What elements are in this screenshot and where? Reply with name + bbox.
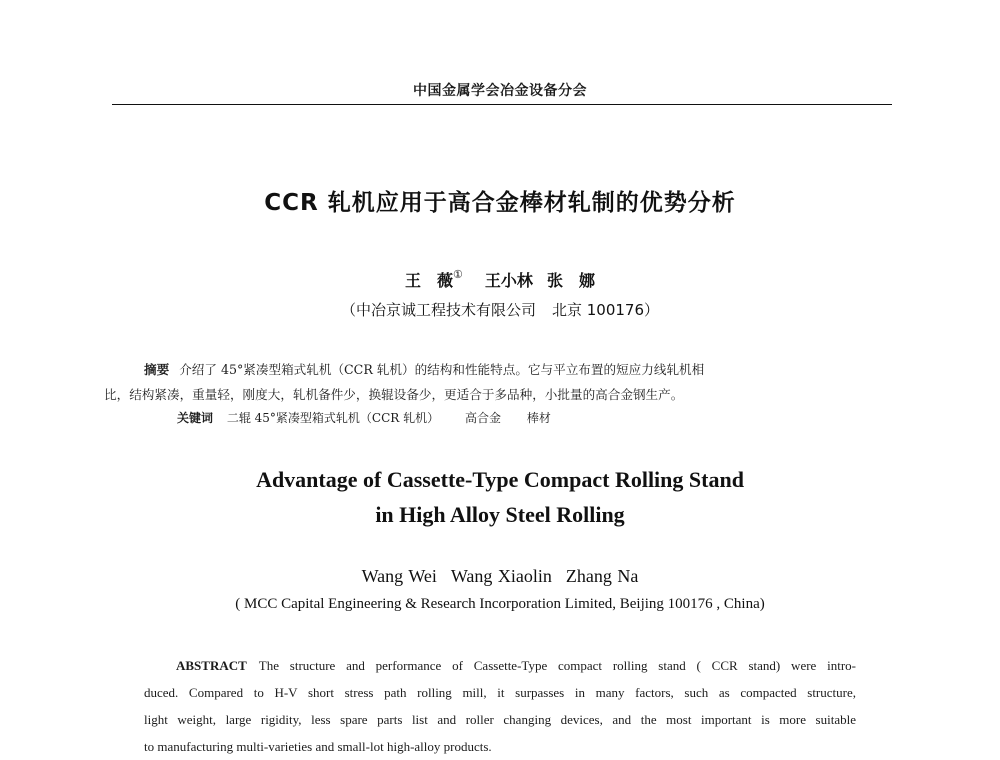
keywords-label-chinese: 关键词: [177, 411, 214, 425]
authors-chinese: [0, 268, 1000, 291]
keywords-chinese: [177, 409, 857, 426]
abstract-label-english: ABSTRACT: [176, 658, 247, 673]
running-header: 中国金属学会冶金设备分会: [413, 83, 587, 99]
author-2-name-english: Wang Xiaolin: [450, 566, 552, 586]
keyword-item: 高合金: [464, 411, 501, 425]
abstract-english-line-4: to manufacturing multi-varieties and small-lot high-alloy products.: [144, 739, 492, 754]
affiliation-english: ( MCC Capital Engineering & Research Incorporation Limited, Beijing 100176 , China): [235, 596, 765, 612]
abstract-chinese-line-1: 介绍了 45°紧凑型箱式轧机（CCR 轧机）的结构和性能特点。它与平立布置的短应力线轧机相: [179, 362, 705, 377]
abstract-english-line-1-text: The structure and performance of Cassette-Type compact rolling stand ( CCR stand) were intro-: [258, 658, 856, 673]
author-1-name-english: Wang Wei: [361, 566, 437, 586]
author-3-name-english: Zhang Na: [565, 566, 639, 586]
abstract-english-line-3: light weight, large rigidity, less spare parts list and roller changing devices, and the most important is more suitable: [144, 712, 856, 727]
author-3-name: 张 娜: [546, 271, 595, 290]
abstract-english: [144, 652, 856, 760]
header-rule: [112, 104, 892, 105]
abstract-english-line-1: [144, 652, 856, 679]
keyword-item: 二辊 45°紧凑型箱式轧机（CCR 轧机）: [226, 411, 440, 425]
author-1-name: 王 薇: [405, 271, 454, 290]
keyword-item: 棒材: [526, 411, 551, 425]
paper-title-chinese: CCR 轧机应用于高合金棒材轧制的优势分析: [264, 190, 736, 216]
paper-title-english-line-2: in High Alloy Steel Rolling: [375, 502, 625, 527]
affiliation-org: （中冶京诚工程技术有限公司: [340, 301, 536, 319]
abstract-english-line-2: duced. Compared to H-V short stress path rolling mill, it surpasses in many factors, such as compacted structure,: [144, 685, 856, 700]
affiliation-location: 北京 100176）: [551, 301, 660, 319]
authors-english: [0, 566, 1000, 587]
paper-title-english: [0, 462, 1000, 532]
affiliation-chinese: [0, 299, 1000, 320]
abstract-chinese: [104, 357, 860, 407]
author-2-name: 王小林: [484, 271, 533, 290]
abstract-label-chinese: 摘要: [144, 362, 170, 377]
abstract-chinese-line-2: 比，结构紧凑，重量轻，刚度大，轧机备件少，换辊设备少，更适合于多品种，小批量的高合金钢生产。: [104, 387, 684, 402]
paper-title-english-line-1: Advantage of Cassette-Type Compact Rolling Stand: [256, 467, 744, 492]
author-1-footnote-mark: ①: [453, 267, 463, 281]
